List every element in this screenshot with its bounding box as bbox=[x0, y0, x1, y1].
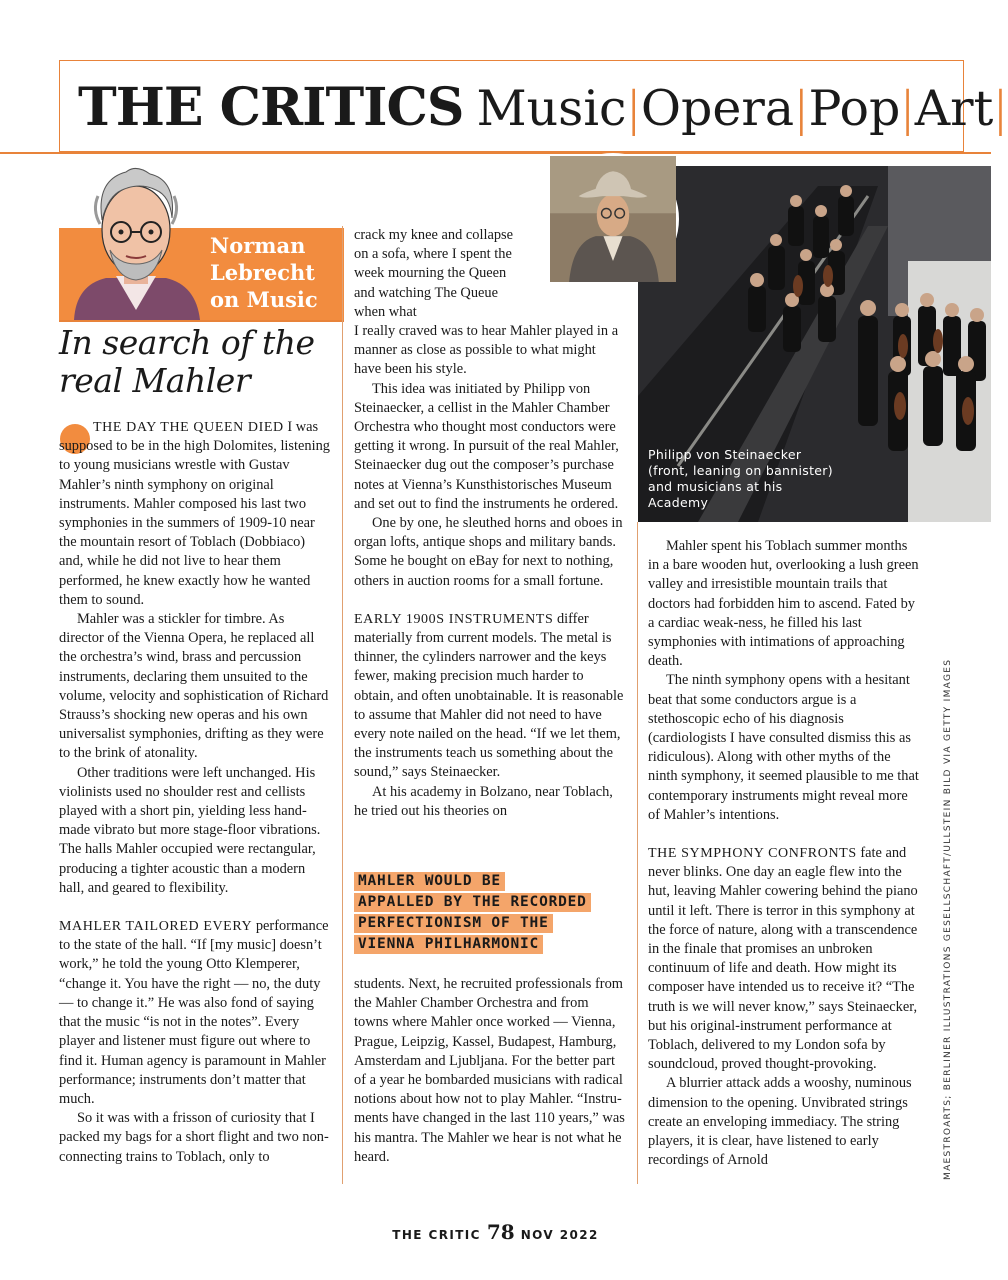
lead-in: THE DAY THE QUEEN DIED bbox=[93, 420, 284, 435]
section-tab-opera[interactable]: Opera bbox=[640, 80, 795, 137]
magazine-name: THE CRITIC bbox=[392, 1228, 481, 1242]
paragraph: So it was with a frisson of curiosity that I packed my bags for a short flight and two non-connecting trains to Toblach, only to bbox=[59, 1110, 329, 1165]
paragraph bbox=[648, 844, 920, 1074]
headline-line1: In search of the bbox=[59, 323, 315, 362]
lead-in: THE SYMPHONY CONFRONTS bbox=[648, 846, 857, 862]
column-1 bbox=[59, 418, 331, 1167]
author-rule bbox=[59, 320, 344, 322]
author-name-line3: on Music bbox=[210, 287, 318, 312]
section-title: THE CRITICS bbox=[78, 77, 464, 138]
paragraph bbox=[59, 418, 331, 610]
pull-quote-line: VIENNA PHILHARMONIC bbox=[354, 935, 543, 954]
paragraph: Mahler spent his Toblach summer months in a bare wooden hut, overlooking a lush green valley and irresistible mountain trails that doctors had forbidden him to ascend. Fated by a cardiac weak-ness, he filled his last symphonies with intimations of approaching death. bbox=[648, 538, 919, 670]
photo-caption: Philipp von Steinaecker (front, leaning on bannister) and musicians at his Academy bbox=[648, 447, 833, 510]
lead-in: MAHLER TAILORED EVERY bbox=[59, 919, 253, 935]
author-byline bbox=[210, 232, 350, 313]
paragraph: Other traditions were left unchanged. His violinists used no shoulder rest and cellists played with a short pin, yielding less hand-made vibrato but more stage-floor vibrations. The halls Mahler occupied were rectangular, producing a tighter acoustic than a modern hall, and geared to flexibility. bbox=[59, 764, 321, 896]
author-name-line2: Lebrecht bbox=[210, 260, 315, 285]
section-tab-music[interactable]: Music bbox=[476, 80, 627, 137]
photo-credit: MAESTROARTS; BERLINER ILLUSTRATIONS GESELLSCHAFT/ULLSTEIN BILD VIA GETTY IMAGES bbox=[943, 658, 953, 1180]
column-2-continued bbox=[354, 975, 626, 1167]
pull-quote-line: APPALLED BY THE RECORDED bbox=[354, 893, 591, 912]
mahler-portrait-inset bbox=[547, 153, 679, 285]
paragraph: The ninth symphony opens with a hesitant beat that some conductors argue is a stethoscopic echo of his diagnosis (cardiologists I have consulted dismiss this as ridiculous). Along with other myths of the ninth symphony, it seemed plausible to me that contemporary instruments might reveal more of Mahler’s intentions. bbox=[648, 672, 919, 823]
page-number: 78 bbox=[486, 1220, 515, 1244]
masthead-title: THE CRITICS Music|Opera|Pop|Art| bbox=[78, 77, 1006, 138]
column-2 bbox=[354, 226, 626, 821]
issue-date: NOV 2022 bbox=[520, 1228, 599, 1242]
pull-quote-line: PERFECTIONISM OF THE bbox=[354, 914, 553, 933]
paragraph: I really craved was to hear Mahler played in a manner as close as possible to what might have been his style. bbox=[354, 323, 619, 378]
paragraph: At his academy in Bolzano, near Toblach, he tried out his theories on bbox=[354, 783, 613, 819]
paragraph: One by one, he sleuthed horns and oboes in organ lofts, antique shops and military bands. Some he bought on eBay for next to nothing, others in auction rooms for a small fortune. bbox=[354, 515, 623, 589]
article-headline bbox=[59, 324, 349, 400]
paragraph-text: I was supposed to be in the high Dolomites, listening to young musicians wrestle with Gustav Mahler’s ninth symphony on original instruments. Mahler composed his last two symphonies in the summers of 1909-10 near the mountain resort of Toblach (Dobbiaco) and, while he did not live to hear them performed, he knew exactly how he wanted them to sound. bbox=[59, 419, 331, 608]
column-divider bbox=[637, 522, 638, 1184]
author-caricature bbox=[66, 160, 206, 320]
paragraph: This idea was initiated by Philipp von Steinaecker, a cellist in the Mahler Chamber Orchestra who thought most conductors were getting it wrong. In pursuit of the real Mahler, Steinaecker dug out the composer’s purchase notes at Vienna’s Kunsthistorisches Museum and set out to find the instruments he ordered. bbox=[354, 380, 619, 512]
paragraph-text: performance to the state of the hall. “If [my music] doesn’t work,” he told the young Otto Klemperer, “change it. You have the right — no, the duty — to change it.” He was also fond of saying that the music “is not in the notes”. Every player and listener must figure out where to find it. Human agency is paramount in Mahler performance; instruments don’t matter that much. bbox=[59, 918, 329, 1107]
column-divider bbox=[342, 226, 343, 1184]
paragraph: crack my knee and collapse on a sofa, where I spent the week mourning the Queen and watching The Queue when what bbox=[354, 227, 514, 320]
page-folio bbox=[0, 1220, 991, 1244]
paragraph: students. Next, he recruited professionals from the Mahler Chamber Orchestra and from towns where Mahler once worked — Vienna, Prague, Leipzig, Kassel, Budapest, Hamburg, Amsterdam and Ljubljana. For the better part of a year he bombarded musicians with radical notions about how not to play Mahler. “Instru-ments have changed in the last 110 years,” was his mantra. The Mahler we hear is not what he heard. bbox=[354, 976, 625, 1165]
paragraph bbox=[354, 610, 626, 783]
paragraph-text: fate and never blinks. One day an eagle flew into the hut, leaving Mahler cowering behind the piano until it left. There is terror in this symphony at the force of nature, along with a transcendence in the finale that promises an unbroken continuum of life and death. How might its composer have intended us to receive it? “The truth is we will never know,” says Steinaecker, but his original-instrument performance at Toblach, delivered to my London sofa by soundcloud, proved thought-provoking. bbox=[648, 845, 918, 1073]
author-name-line1: Norman bbox=[210, 233, 306, 258]
paragraph-text: differ materially from current models. The metal is thinner, the cylinders narrower and the keys fewer, making precision much harder to obtain, and often unobtainable. It is reasonable to assume that Mahler did not need to have every note nailed on the head. “If we let them, the instruments teach us something about the sound,” says Steinaecker. bbox=[354, 610, 624, 781]
masthead-rule bbox=[0, 152, 991, 154]
section-tab-pop[interactable]: Pop bbox=[808, 80, 901, 137]
paragraph bbox=[59, 917, 331, 1109]
pull-quote bbox=[354, 872, 629, 956]
column-3 bbox=[648, 537, 920, 1171]
headline-line2: real Mahler bbox=[59, 361, 251, 400]
paragraph: A blurrier attack adds a wooshy, numinous dimension to the opening. Unvibrated strings create an enveloping immediacy. The string players, it is clear, have listened to early recordings of Arnold bbox=[648, 1075, 912, 1169]
section-tab-art[interactable]: Art bbox=[914, 80, 994, 137]
lead-in: EARLY 1900S INSTRUMENTS bbox=[354, 611, 554, 627]
pull-quote-line: MAHLER WOULD BE bbox=[354, 872, 505, 891]
paragraph: Mahler was a stickler for timbre. As director of the Vienna Opera, he replaced all the orchestra’s wind, brass and percussion instruments, declaring them unsuited to the volume, velocity and sophistication of Richard Strauss’s shocking new operas and his own universalist symphonies, drifting as they were to the brink of atonality. bbox=[59, 611, 329, 762]
